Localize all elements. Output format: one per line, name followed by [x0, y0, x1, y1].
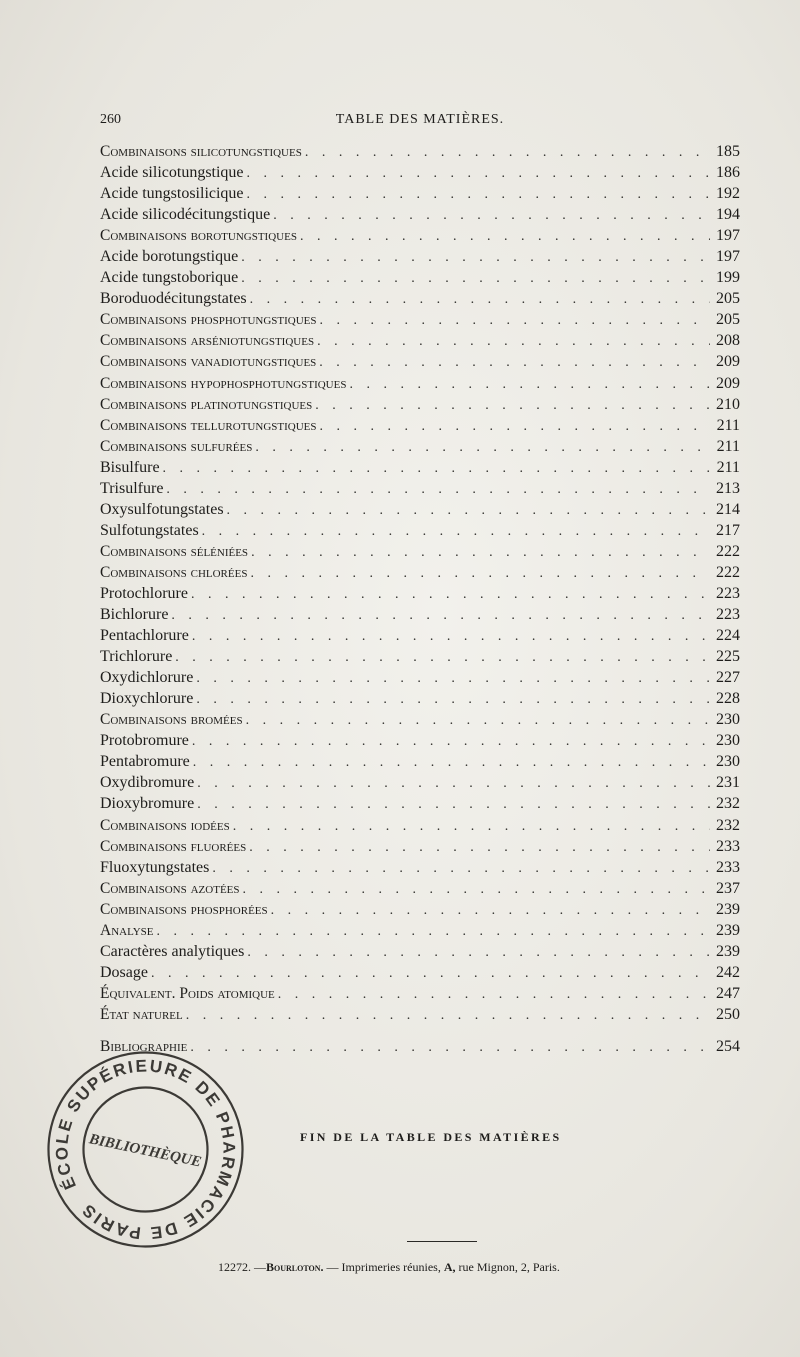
dot-leader — [241, 268, 710, 288]
dot-leader — [247, 942, 710, 962]
toc-entry-title: Équivalent. Poids atomique — [100, 984, 275, 1002]
stamp-center-text: BIBLIOTHÈQUE — [87, 1131, 203, 1171]
toc-entry — [100, 499, 740, 520]
toc-entry-page: 223 — [716, 606, 740, 624]
dot-leader — [166, 479, 710, 499]
dot-leader — [193, 752, 710, 772]
toc-entry-title: Protochlorure — [100, 584, 188, 602]
toc-entry-page: 211 — [716, 416, 740, 434]
toc-entry — [100, 815, 740, 836]
toc-entry-title: Oxydichlorure — [100, 669, 194, 687]
dot-leader — [247, 163, 710, 183]
toc-entry — [100, 141, 740, 162]
toc-entry — [100, 415, 740, 436]
toc-entry — [100, 962, 740, 983]
toc-entry-title: Oxydibromure — [100, 774, 195, 792]
imprint-number: 12272. — [218, 1260, 251, 1274]
toc-entry — [100, 920, 740, 941]
toc-entry-title: Dioxychlorure — [100, 690, 194, 708]
toc-entry-title: Acide tungstosilicique — [100, 185, 244, 203]
toc-entry — [100, 373, 740, 394]
toc-entry-page: 214 — [716, 500, 740, 518]
toc-entry-title: Combinaisons platinotungstiques — [100, 395, 313, 413]
toc-entry-title: Combinaisons borotungstiques — [100, 227, 297, 245]
toc-entry-page: 205 — [716, 290, 740, 308]
toc-entry-page: 231 — [716, 774, 740, 792]
imprint-separator: — — [326, 1260, 339, 1274]
toc-entry-title: Boroduodécitungstates — [100, 290, 247, 308]
dot-leader — [273, 205, 710, 225]
toc-entry-page: 250 — [716, 1005, 740, 1023]
toc-entry-title: Trisulfure — [100, 479, 164, 497]
dot-leader — [315, 395, 710, 415]
toc-entry — [100, 267, 740, 288]
toc-entry-page: 224 — [716, 627, 740, 645]
printer-imprint — [218, 1260, 560, 1275]
toc-entry-page: 211 — [716, 458, 740, 476]
dot-leader — [163, 458, 711, 478]
toc-entry-title: Combinaisons bromées — [100, 711, 243, 729]
toc-entry-page: 197 — [716, 248, 740, 266]
toc-entry-page: 225 — [716, 648, 740, 666]
toc-entry-title: Dioxybromure — [100, 795, 195, 813]
toc-entry — [100, 857, 740, 878]
dot-leader — [186, 1005, 710, 1025]
dot-leader — [196, 689, 710, 709]
toc-entry-page: 239 — [716, 921, 740, 939]
toc-entry-title: Bichlorure — [100, 606, 169, 624]
toc-entry-title: Combinaisons chlorées — [100, 563, 248, 581]
dot-leader — [320, 310, 710, 330]
toc-entry-page: 192 — [716, 185, 740, 203]
toc-entry — [100, 288, 740, 309]
toc-entry — [100, 604, 740, 625]
toc-entry — [100, 394, 740, 415]
dot-leader — [241, 247, 710, 267]
toc-entry-title: État naturel — [100, 1005, 183, 1023]
toc-entry-page: 199 — [716, 269, 740, 287]
toc-entry-page: 186 — [716, 164, 740, 182]
stamp-ring-text: ÉCOLE SUPÉRIEURE DE PHARMACIE DE PARIS — [52, 1056, 239, 1243]
toc-entry-page: 230 — [716, 732, 740, 750]
toc-entry-page: 233 — [716, 858, 740, 876]
toc-entry-title: Combinaisons azotées — [100, 879, 240, 897]
dot-leader — [191, 584, 710, 604]
toc-entry-title: Bisulfure — [100, 458, 160, 476]
toc-entry — [100, 878, 740, 899]
dot-leader — [212, 858, 710, 878]
toc-entry — [100, 583, 740, 604]
toc-entry — [100, 457, 740, 478]
dot-leader — [202, 521, 710, 541]
toc-entry-page: 213 — [716, 479, 740, 497]
dot-leader — [250, 289, 710, 309]
toc-entry-page: 232 — [716, 816, 740, 834]
toc-entry — [100, 520, 740, 541]
imprint-letter: A, — [443, 1260, 456, 1274]
dot-leader — [300, 226, 710, 246]
toc-entry — [100, 351, 740, 372]
table-of-contents — [100, 141, 740, 1057]
library-stamp — [43, 1047, 248, 1252]
toc-entry-title: Pentabromure — [100, 753, 190, 771]
dot-leader — [255, 437, 710, 457]
toc-entry — [100, 183, 740, 204]
dot-leader — [192, 731, 710, 751]
dot-leader — [249, 837, 710, 857]
toc-entry-title: Combinaisons silicotungstiques — [100, 143, 302, 160]
toc-entry-title: Acide silicodécitungstique — [100, 206, 271, 224]
toc-entry-page: 197 — [716, 227, 740, 245]
dot-leader — [171, 605, 710, 625]
toc-entry-page: 211 — [716, 437, 740, 455]
toc-entry-page: 210 — [716, 395, 740, 413]
toc-entry-title: Protobromure — [100, 732, 189, 750]
toc-entry-page: 205 — [716, 311, 740, 329]
toc-entry-page: 247 — [716, 984, 740, 1002]
dot-leader — [243, 879, 711, 899]
toc-entry — [100, 225, 740, 246]
page-number: 260 — [100, 112, 121, 127]
toc-entry-page: 208 — [716, 332, 740, 350]
dot-leader — [156, 921, 710, 941]
toc-entry — [100, 541, 740, 562]
dot-leader — [233, 816, 710, 836]
dot-leader — [320, 416, 711, 436]
toc-entry-title: Combinaisons séléniées — [100, 542, 249, 560]
dot-leader — [247, 184, 710, 204]
toc-entry — [100, 646, 740, 667]
toc-entry-page: 237 — [716, 879, 740, 897]
toc-entry-page: 222 — [716, 542, 740, 560]
toc-entry-page: 223 — [716, 584, 740, 602]
toc-entry-title: Combinaisons phosphotungstiques — [100, 311, 317, 329]
toc-entry-page: 233 — [716, 837, 740, 855]
toc-entry-title: Combinaisons iodées — [100, 816, 230, 834]
toc-entry — [100, 436, 740, 457]
toc-entry — [100, 309, 740, 330]
running-title: TABLE DES MATIÈRES. — [335, 112, 505, 127]
toc-entry-title: Analyse — [100, 921, 154, 939]
toc-entry-title: Combinaisons vanadiotungstiques — [100, 353, 317, 371]
imprint-text-before: Imprimeries réunies, — [341, 1260, 441, 1274]
toc-entry-page: 222 — [716, 563, 740, 581]
toc-entry-title: Acide tungstoborique — [100, 269, 239, 287]
toc-entry-title: Combinaisons phosphorées — [100, 900, 268, 918]
dot-leader — [197, 773, 710, 793]
toc-entry-page: 254 — [716, 1037, 740, 1055]
toc-entry — [100, 204, 740, 225]
toc-entry-page: 209 — [716, 353, 740, 371]
toc-entry-page: 194 — [716, 206, 740, 224]
toc-entry-page: 230 — [716, 711, 740, 729]
toc-entry-title: Bibliographie — [100, 1037, 188, 1055]
toc-entry — [100, 162, 740, 183]
toc-entry-title: Oxysulfotungstates — [100, 500, 224, 518]
toc-entry — [100, 478, 740, 499]
imprint-printer: Bourloton. — [266, 1260, 324, 1274]
toc-entry — [100, 751, 740, 772]
toc-entry-page: 239 — [716, 900, 740, 918]
dot-leader — [190, 1037, 710, 1057]
toc-entry-page: 209 — [716, 374, 740, 392]
toc-entry — [100, 983, 740, 1004]
imprint-rule — [407, 1241, 477, 1242]
toc-entry-title: Combinaisons sulfurées — [100, 437, 253, 455]
dot-leader — [251, 542, 710, 562]
toc-entry-title: Combinaisons arséniotungstiques — [100, 332, 315, 350]
dot-leader — [319, 352, 710, 372]
toc-entry-title: Combinaisons tellurotungstiques — [100, 416, 317, 434]
dot-leader — [175, 647, 710, 667]
dot-leader — [349, 374, 710, 394]
dot-leader — [227, 500, 710, 520]
toc-entry-page: 227 — [716, 669, 740, 687]
toc-entry — [100, 625, 740, 646]
toc-entry — [100, 1004, 740, 1025]
toc-entry-page: 185 — [716, 143, 740, 160]
toc-entry — [100, 941, 740, 962]
imprint-dash: — — [254, 1260, 266, 1274]
dot-leader — [197, 794, 710, 814]
toc-entry-title: Acide silicotungstique — [100, 164, 244, 182]
dot-leader — [196, 668, 710, 688]
imprint-text-after: rue Mignon, 2, Paris. — [458, 1260, 560, 1274]
toc-entry — [100, 793, 740, 814]
dot-leader — [250, 563, 710, 583]
toc-entry-title: Trichlorure — [100, 648, 173, 666]
dot-leader — [151, 963, 710, 983]
dot-leader — [246, 710, 710, 730]
toc-entry-title: Pentachlorure — [100, 627, 189, 645]
toc-entry — [100, 688, 740, 709]
end-note: FIN DE LA TABLE DES MATIÈRES — [300, 1130, 562, 1144]
toc-entry — [100, 836, 740, 857]
toc-entry — [100, 730, 740, 751]
toc-entry-title: Sulfotungstates — [100, 521, 199, 539]
toc-entry — [100, 709, 740, 730]
toc-entry — [100, 246, 740, 267]
toc-entry — [100, 899, 740, 920]
toc-entry-title: Fluoxytungstates — [100, 858, 210, 876]
toc-entry-title: Caractères analytiques — [100, 942, 245, 960]
toc-entry — [100, 330, 740, 351]
toc-entry — [100, 562, 740, 583]
toc-entry-title: Combinaisons fluorées — [100, 837, 247, 855]
toc-entry-page: 230 — [716, 753, 740, 771]
dot-leader — [278, 984, 710, 1004]
dot-leader — [271, 900, 710, 920]
toc-entry-title: Dosage — [100, 963, 148, 981]
toc-entry — [100, 772, 740, 793]
toc-entry-title: Combinaisons hypophosphotungstiques — [100, 374, 347, 392]
toc-entry-page: 232 — [716, 795, 740, 813]
toc-entry-page: 228 — [716, 690, 740, 708]
toc-entry-page: 239 — [716, 942, 740, 960]
toc-entry — [100, 667, 740, 688]
page-header — [100, 112, 740, 132]
toc-entry-page: 217 — [716, 521, 740, 539]
toc-entry-page: 242 — [716, 963, 740, 981]
dot-leader — [317, 331, 710, 351]
dot-leader — [192, 626, 710, 646]
dot-leader — [305, 142, 710, 162]
toc-entry-title: Acide borotungstique — [100, 248, 239, 266]
